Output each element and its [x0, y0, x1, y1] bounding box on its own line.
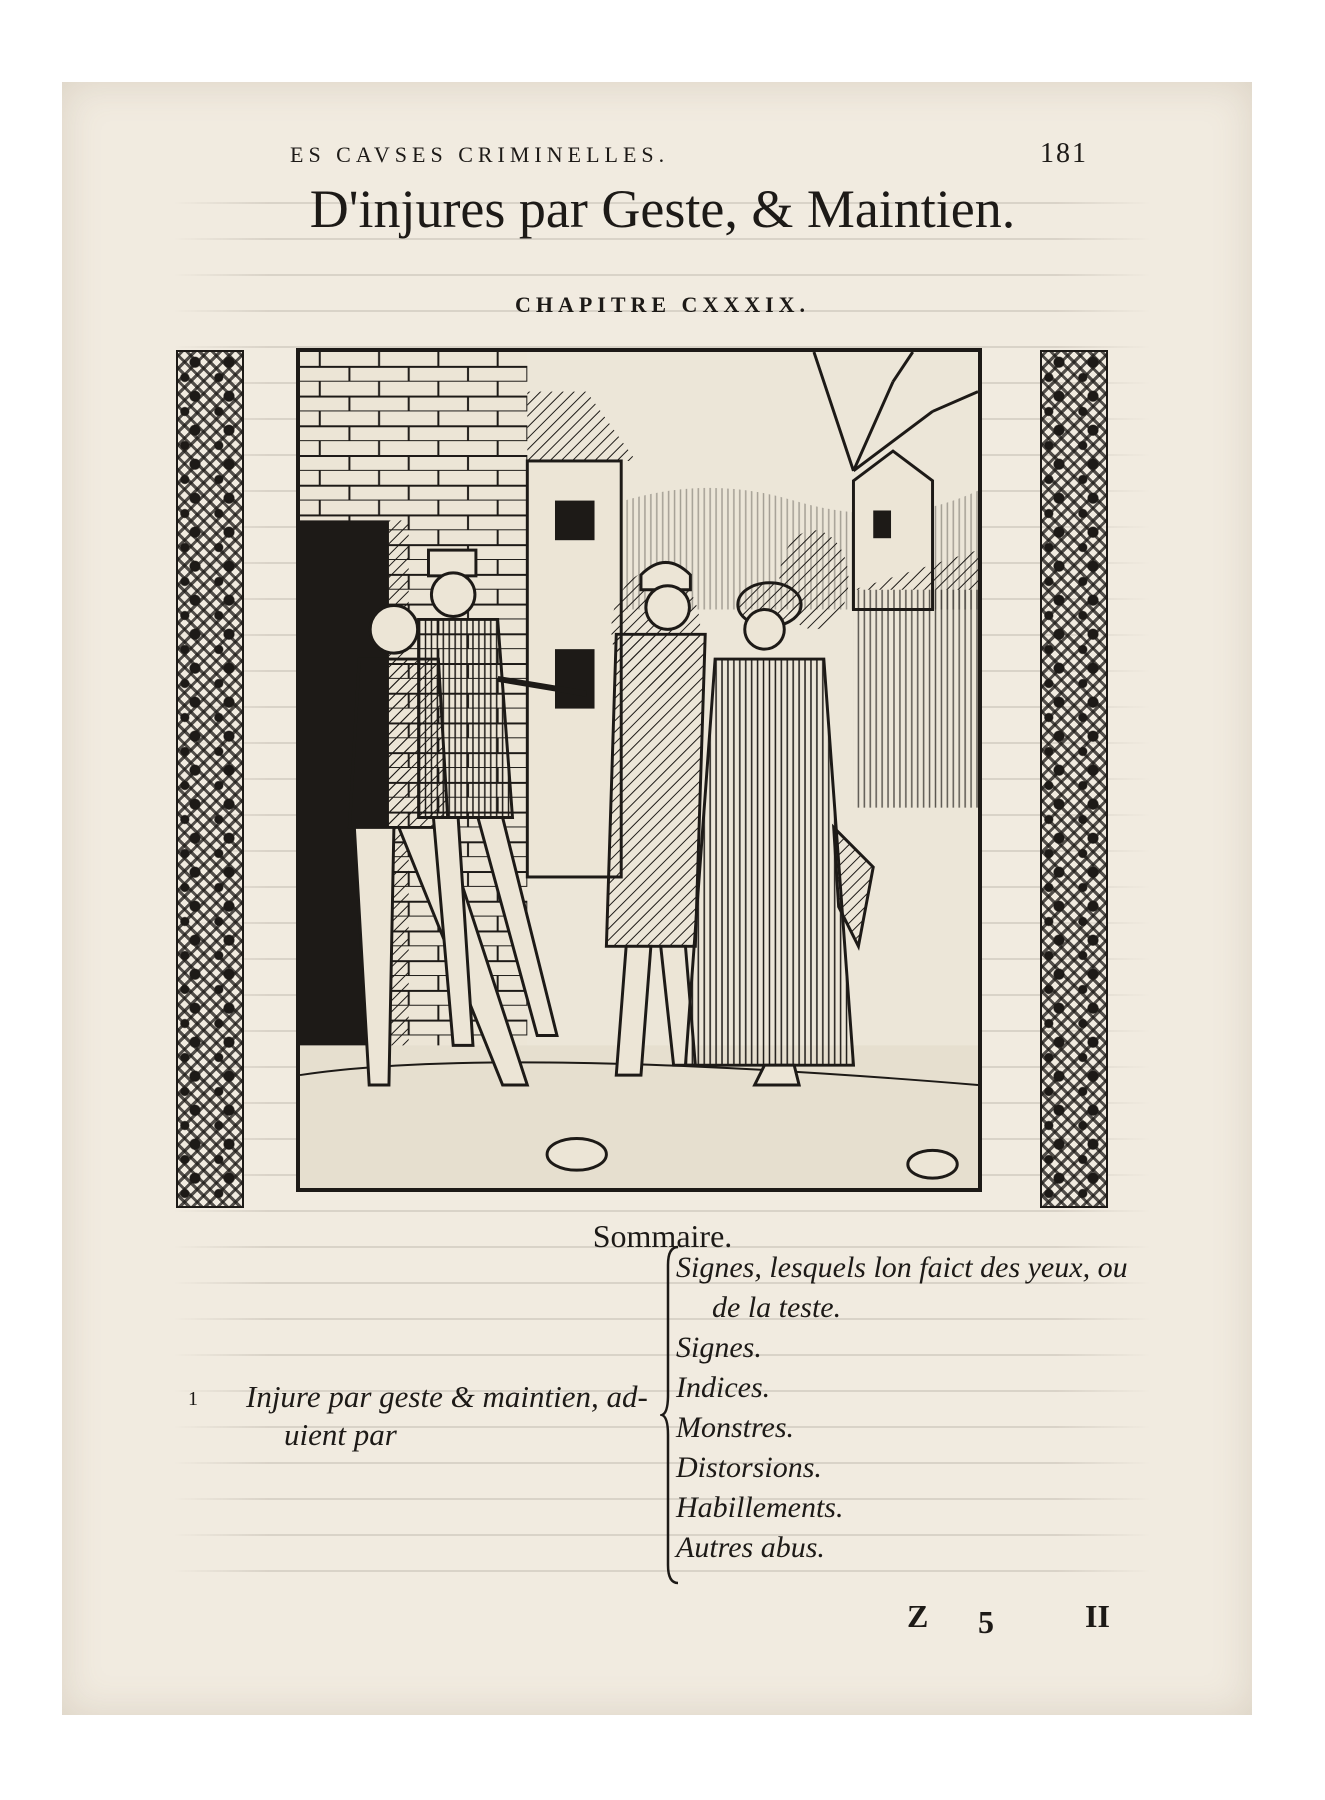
signature-mark-roman: II: [1085, 1598, 1110, 1634]
summary-item: Autres abus.: [676, 1531, 825, 1564]
summary-topic: [246, 1378, 666, 1454]
woodcut-illustration: [296, 348, 982, 1192]
margin-marker: 1: [188, 1388, 198, 1410]
running-head: ES CAVSES CRIMINELLES.: [290, 142, 670, 167]
summary-item: de la teste.: [712, 1291, 842, 1324]
summary-item: Signes, lesquels lon faict des yeux, ou: [676, 1251, 1128, 1284]
chapter-title: D'injures par Geste, & Maintien.: [309, 179, 1016, 239]
summary-item: Indices.: [676, 1371, 771, 1404]
summary-topic-line-1: Injure par geste & maintien, ad-: [246, 1379, 648, 1414]
page-number: 181: [1040, 138, 1088, 169]
summary-item: Monstres.: [676, 1411, 795, 1444]
summary-item: Distorsions.: [676, 1451, 822, 1484]
woodcut-scene-svg: [300, 352, 978, 1188]
summary-heading: Sommaire.: [592, 1218, 733, 1254]
ornamental-border-right: [1040, 350, 1108, 1208]
signature-mark-letter: Z: [907, 1598, 929, 1634]
summary-topic-line-2: uient par: [284, 1417, 397, 1452]
summary-items: [676, 1248, 1146, 1568]
signature-mark-number: 5: [978, 1604, 994, 1640]
ornamental-border-left: [176, 350, 244, 1208]
chapter-number: CHAPITRE CXXXIX.: [514, 292, 811, 317]
summary-item: Habillements.: [676, 1491, 844, 1524]
summary-item: Signes.: [676, 1331, 762, 1364]
